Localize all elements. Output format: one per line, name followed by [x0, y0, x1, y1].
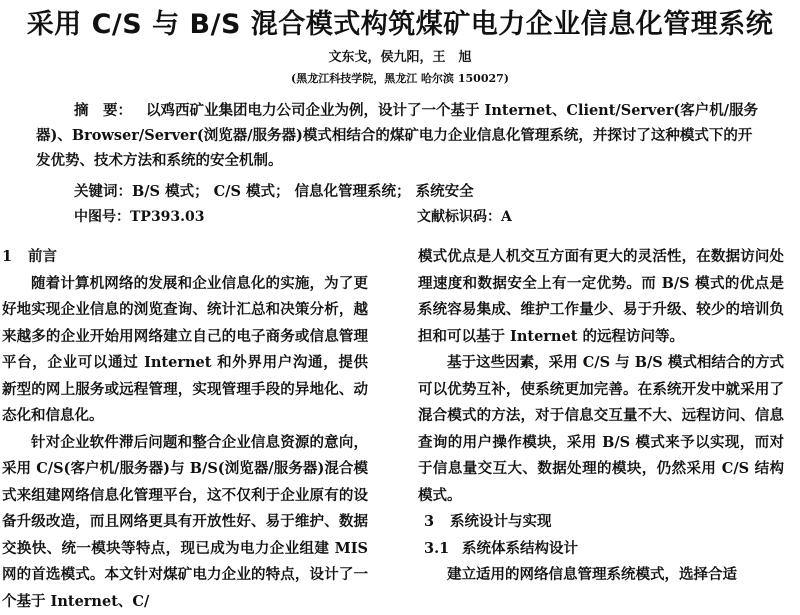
left-column — [2, 244, 368, 615]
right-column — [418, 244, 784, 589]
abstract — [36, 98, 766, 173]
section-heading-1 — [2, 244, 368, 271]
subsection-title: 系统体系结构设计 — [462, 540, 578, 557]
keywords-label: 关键词： — [74, 183, 132, 200]
authors: 文东戈，侯九阳，王 旭 — [0, 46, 800, 65]
section-number: 1 — [2, 244, 28, 271]
clc-value: TP393.03 — [130, 209, 205, 225]
section-number: 3 — [424, 509, 450, 536]
paragraph: 随着计算机网络的发展和企业信息化的实施，为了更好地实现企业信息的浏览查询、统计汇总和决策分析，越来越多的企业开始用网络建立自己的电子商务或信息管理平台，企业可以通过 Internet 和外界用户沟通，提供新型的网上服务或远程管理，实现管理手段的异地化、动态化和信息化。 — [2, 271, 368, 430]
abstract-label: 摘 要： — [36, 102, 132, 119]
section-title: 前言 — [28, 248, 57, 265]
keywords-text: B/S 模式； C/S 模式； 信息化管理系统； 系统安全 — [132, 183, 474, 200]
affiliation: (黑龙江科技学院，黑龙江 哈尔滨 150027) — [0, 70, 800, 86]
section-heading-3 — [424, 509, 784, 536]
abstract-text: 以鸡西矿业集团电力公司企业为例，设计了一个基于 Internet、Client/Server(客户机/服务器)、Browser/Server(浏览器/服务器)模式相结合的煤矿电力企业信息化管理系统，并探讨了这种模式下的开发优势、技术方法和系统的安全机制。 — [36, 102, 758, 169]
paragraph: 建立适用的网络信息管理系统模式，选择合适 — [418, 562, 784, 589]
paragraph: 基于这些因素，采用 C/S 与 B/S 模式相结合的方式可以优势互补，使系统更加完善。在系统开发中就采用了混合模式的方法，对于信息交互量不大、远程访问、信息查询的用户操作模块，采用 B/S 模式来予以实现，而对于信息量交互大、数据处理的模块，仍然采用 C/S 结构模式。 — [418, 350, 784, 509]
subsection-number: 3.1 — [424, 536, 462, 563]
subsection-heading-3-1 — [424, 536, 784, 563]
paper-title: 采用 C/S 与 B/S 混合模式构筑煤矿电力企业信息化管理系统 — [0, 2, 800, 41]
clc-label: 中图号： — [74, 209, 130, 225]
section-title: 系统设计与实现 — [450, 513, 552, 530]
document-code — [417, 206, 512, 226]
keywords — [74, 180, 474, 201]
paragraph: 模式优点是人机交互方面有更大的灵活性，在数据访问处理速度和数据安全上有一定优势。而 B/S 模式的优点是系统容易集成、维护工作量少、易于升级、较少的培训负担和可以基于 Internet 的远程访问等。 — [418, 244, 784, 350]
clc-number — [74, 206, 205, 226]
paragraph: 针对企业软件滞后问题和整合企业信息资源的意向，采用 C/S(客户机/服务器)与 B/S(浏览器/服务器)混合模式来组建网络信息化管理平台，这不仅利于企业原有的设备升级改造，而且网络更具有开放性好、易于维护、数据交换快、统一模块等特点，现已成为电力企业组建 MIS 网的首选模式。本文针对煤矿电力企业的特点，设计了一个基于 Internet、C/ — [2, 430, 368, 615]
doc-code-value: A — [501, 209, 512, 225]
doc-code-label: 文献标识码： — [417, 209, 501, 225]
